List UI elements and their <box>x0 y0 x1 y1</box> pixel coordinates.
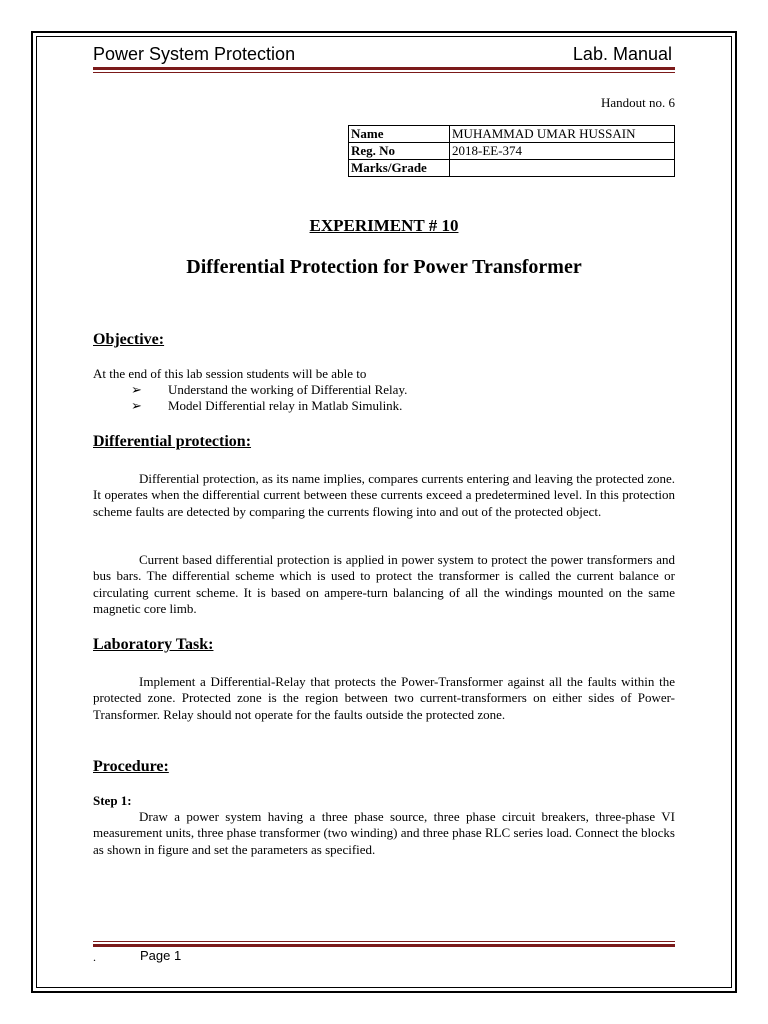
step-1-label: Step 1: <box>93 793 132 808</box>
arrow-bullet-icon: ➢ <box>131 398 142 413</box>
name-label: Name <box>349 126 450 143</box>
lab-task-heading: Laboratory Task: <box>93 636 214 653</box>
page-title: Differential Protection for Power Transformer <box>186 256 582 278</box>
footer-rule-thin <box>93 941 675 942</box>
table-row <box>349 160 675 177</box>
marks-grade-label: Marks/Grade <box>349 160 450 177</box>
footer-dot: . <box>93 950 96 964</box>
objective-intro: At the end of this lab session students will be able to <box>93 366 367 381</box>
differential-paragraph-2: Current based differential protection is applied in power system to protect the power transformers and bus bars. The differential scheme which is used to protect the transformer is called the current balance or circulating current scheme. It is based on ampere-turn balancing of all the windings mounted on the same magnetic core limb. <box>93 552 675 617</box>
marks-grade-value <box>450 160 675 177</box>
bullet-text: Understand the working of Differential Relay. <box>168 382 408 397</box>
name-value: MUHAMMAD UMAR HUSSAIN <box>450 126 675 143</box>
header-manual-label: Lab. Manual <box>572 44 672 64</box>
reg-no-label: Reg. No <box>349 143 450 160</box>
differential-heading: Differential protection: <box>93 433 252 450</box>
page-number: Page 1 <box>140 948 182 963</box>
list-item <box>131 382 407 398</box>
lab-task-paragraph: Implement a Differential-Relay that protects the Power-Transformer against all the faults within the protected zone. Protected zone is the region between two current-transformers on either sides of Power-Transformer. Relay should not operate for the faults outside the protected zone. <box>93 674 675 722</box>
objective-heading: Objective: <box>93 331 165 348</box>
header-rule-thin <box>93 72 675 73</box>
arrow-bullet-icon: ➢ <box>131 382 142 397</box>
bullet-text: Model Differential relay in Matlab Simulink. <box>168 398 403 413</box>
page-header <box>93 44 675 66</box>
list-item <box>131 398 402 414</box>
step-1-text: Draw a power system having a three phase source, three phase circuit breakers, three-phase VI measurement units, three phase transformer (two winding) and three phase RLC series load. Connect the blocks as shown in figure and set the parameters as specified. <box>93 809 675 857</box>
table-row <box>349 143 675 160</box>
reg-no-value: 2018-EE-374 <box>450 143 675 160</box>
experiment-number: EXPERIMENT # 10 <box>309 216 459 235</box>
header-course-title: Power System Protection <box>93 44 296 64</box>
differential-paragraph-1: Differential protection, as its name implies, compares currents entering and leaving the protected zone. It operates when the differential current between these currents exceed a predetermined level. In this protection scheme faults are detected by comparing the currents flowing into and out of the protected object. <box>93 471 675 519</box>
header-rule-thick <box>93 67 675 70</box>
footer-rule-thick <box>93 944 675 947</box>
handout-number: Handout no. 6 <box>600 95 675 110</box>
table-row <box>349 126 675 143</box>
procedure-heading: Procedure: <box>93 758 169 775</box>
student-info-table <box>348 125 675 177</box>
